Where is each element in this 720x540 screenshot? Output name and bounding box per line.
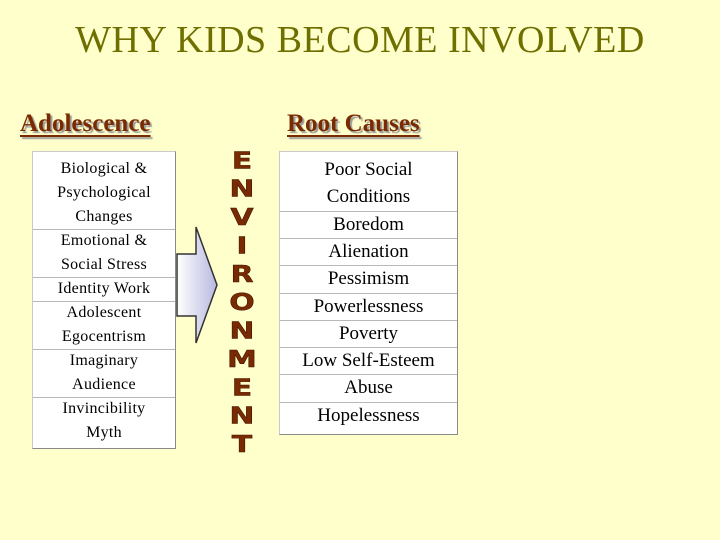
vertical-letter: O — [229, 289, 255, 317]
root-cause-item: Poverty — [338, 322, 399, 344]
adolescence-item: Changes — [75, 208, 133, 225]
vertical-letter: E — [231, 147, 253, 175]
root-causes-heading: Root Causes — [287, 110, 420, 137]
vertical-letter: N — [229, 175, 255, 203]
root-cause-item: Alienation — [328, 240, 409, 262]
vertical-letter: E — [231, 374, 253, 402]
root-cause-item: Hopelessness — [317, 404, 420, 426]
vertical-letter: V — [230, 204, 254, 232]
root-cause-item: Conditions — [326, 186, 411, 208]
root-cause-item: Boredom — [333, 213, 404, 235]
adolescence-item: Imaginary — [69, 352, 139, 369]
vertical-letter: M — [227, 346, 257, 374]
adolescence-heading: Adolescence — [20, 110, 151, 137]
adolescence-item: Biological & — [60, 160, 148, 177]
root-cause-item: Powerlessness — [313, 295, 424, 317]
vertical-letter: N — [229, 402, 255, 430]
adolescence-item: Identity Work — [57, 280, 151, 297]
adolescence-item: Egocentrism — [61, 328, 147, 345]
adolescence-item: Social Stress — [60, 256, 148, 273]
vertical-letter: T — [231, 431, 253, 456]
root-cause-item: Pessimism — [327, 268, 410, 290]
root-cause-item: Abuse — [344, 377, 393, 399]
vertical-letter: I — [236, 232, 248, 260]
adolescence-item: Psychological — [57, 184, 151, 201]
adolescence-item: Myth — [86, 424, 122, 441]
root-causes-box — [279, 151, 458, 435]
slide-title: WHY KIDS BECOME INVOLVED — [75, 19, 645, 61]
arrow-right-icon — [176, 226, 218, 344]
adolescence-item: Audience — [72, 376, 136, 393]
environment-vertical-word — [218, 144, 266, 456]
adolescence-box — [32, 151, 176, 449]
vertical-letter: N — [229, 317, 255, 345]
adolescence-item: Invincibility — [62, 400, 146, 417]
adolescence-item: Adolescent — [66, 304, 142, 321]
vertical-letter: R — [230, 260, 254, 288]
root-cause-item: Low Self-Esteem — [302, 350, 435, 372]
adolescence-item: Emotional & — [60, 232, 148, 249]
root-cause-item: Poor Social — [324, 159, 413, 180]
